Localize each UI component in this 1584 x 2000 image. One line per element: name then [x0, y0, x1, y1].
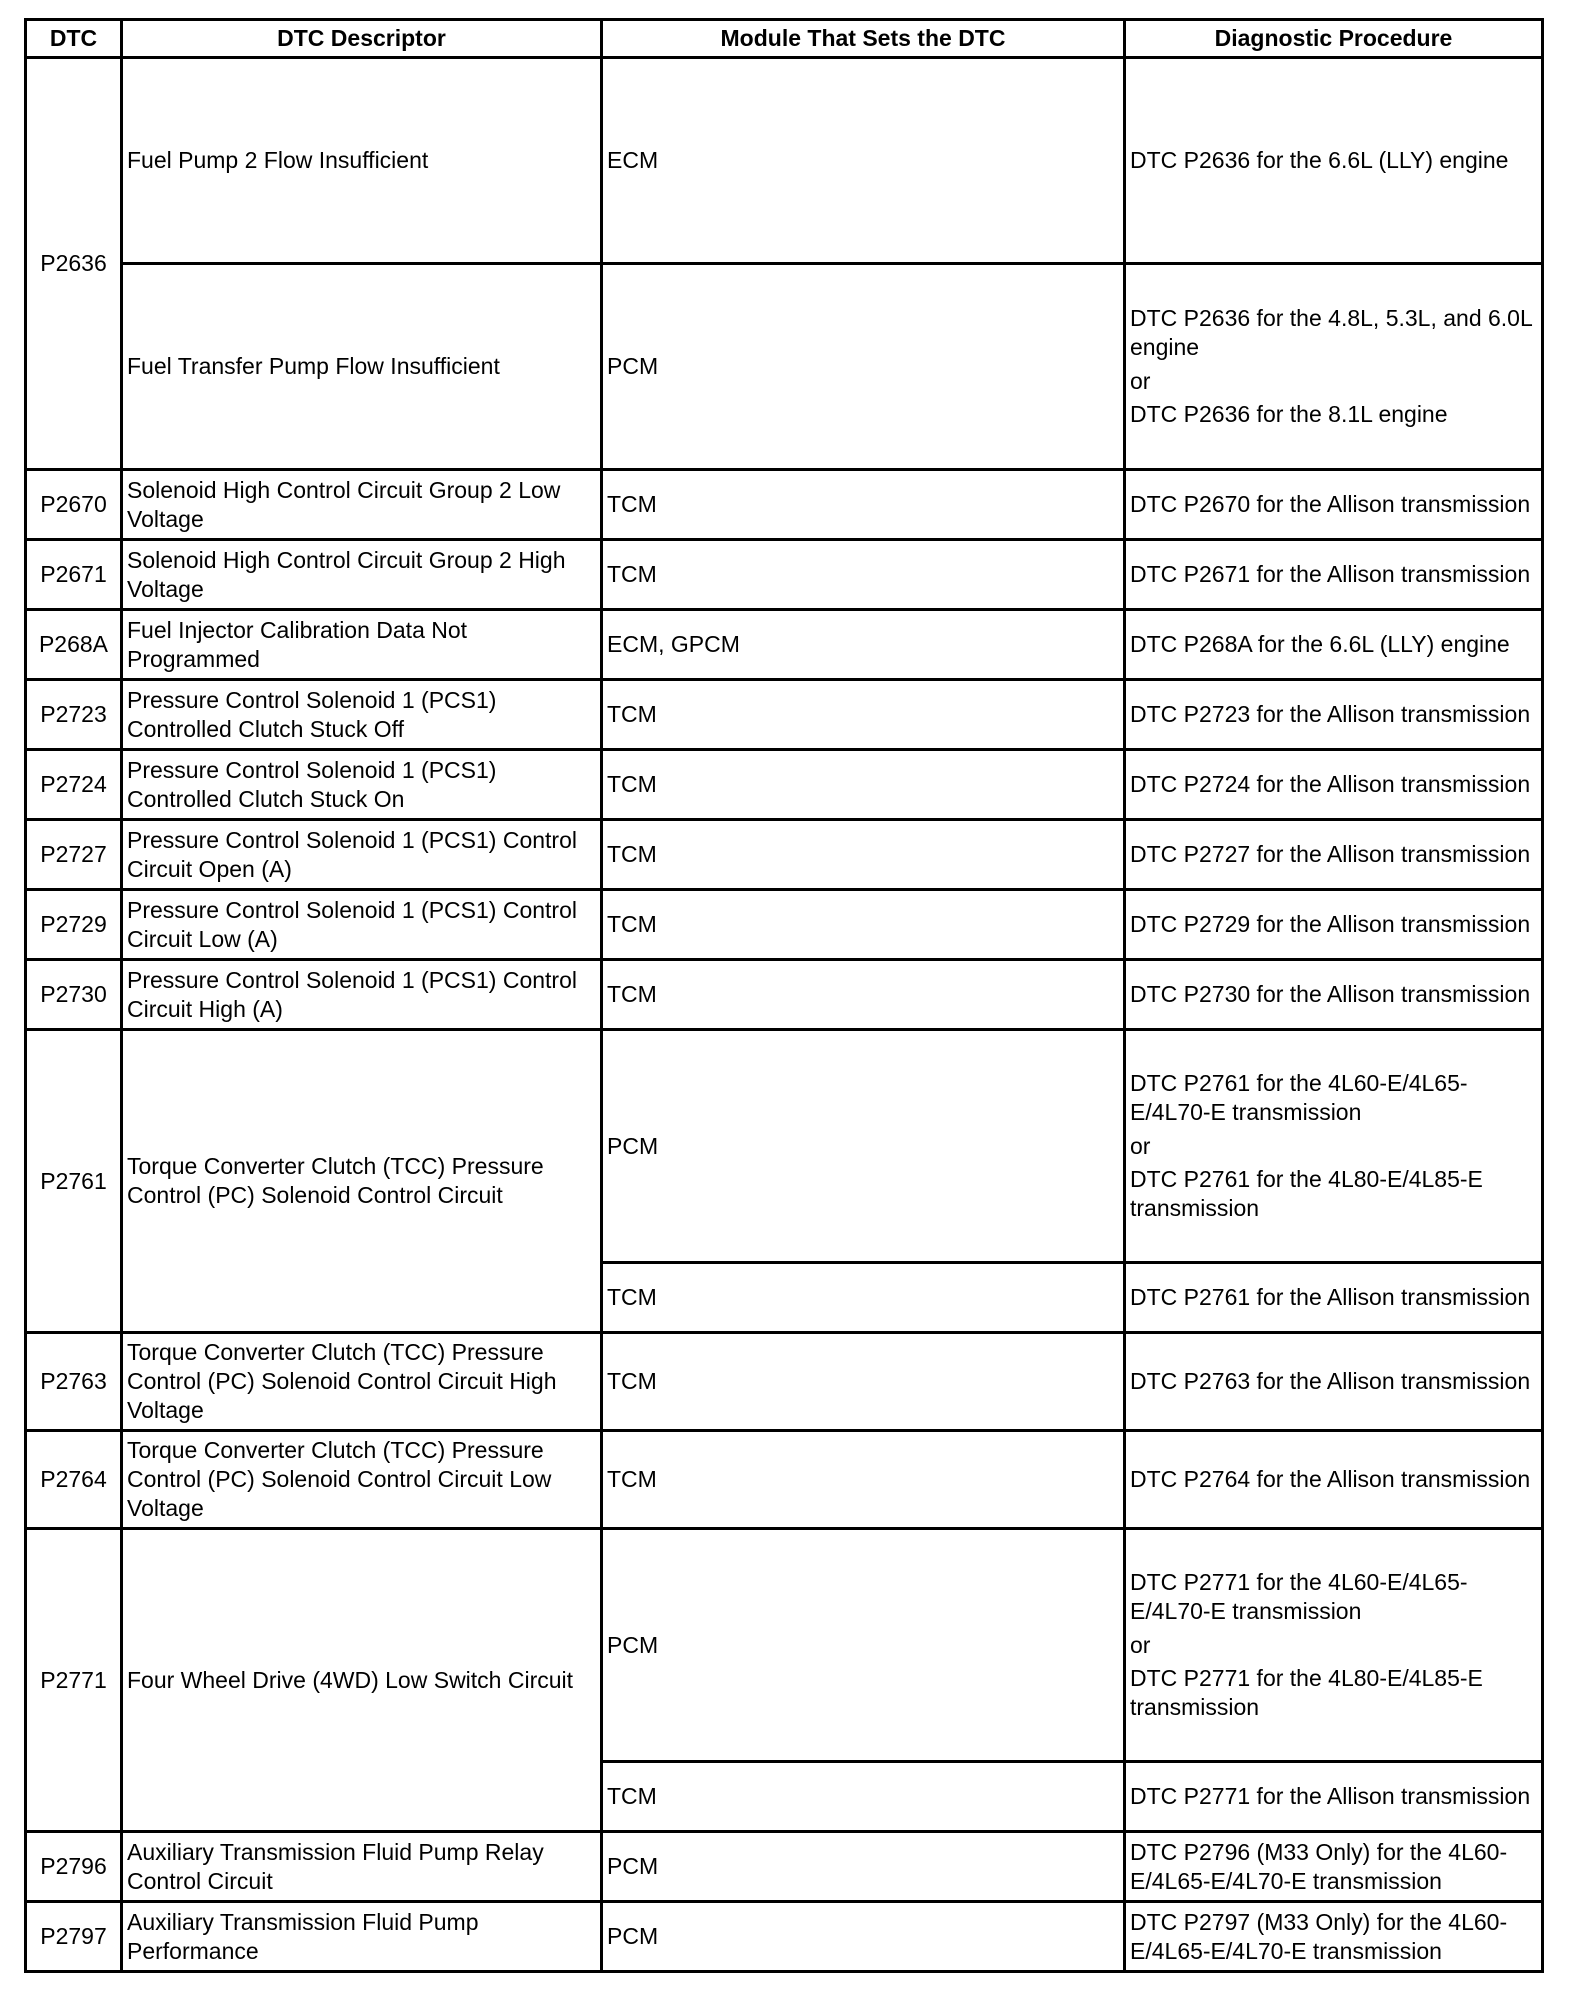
table-row	[26, 58, 1543, 264]
setting-module: TCM	[602, 750, 1125, 820]
dtc-code: P2670	[26, 470, 122, 540]
procedure-option: DTC P2636 for the 4.8L, 5.3L, and 6.0L engine	[1130, 305, 1532, 360]
dtc-descriptor: Four Wheel Drive (4WD) Low Switch Circuit	[122, 1529, 602, 1832]
dtc-descriptor: Torque Converter Clutch (TCC) Pressure Control (PC) Solenoid Control Circuit Low Voltage	[122, 1431, 602, 1529]
diagnostic-procedure: DTC P2771 for the Allison transmission	[1125, 1762, 1543, 1832]
dtc-code: P2763	[26, 1333, 122, 1431]
header-row	[26, 20, 1543, 58]
header-module: Module That Sets the DTC	[602, 20, 1125, 58]
diagnostic-procedure: DTC P2797 (M33 Only) for the 4L60-E/4L65-E/4L70-E transmission	[1125, 1902, 1543, 1972]
procedure-or: or	[1130, 1632, 1151, 1658]
dtc-descriptor: Fuel Transfer Pump Flow Insufficient	[122, 264, 602, 470]
diagnostic-procedure	[1125, 1529, 1543, 1762]
setting-module: TCM	[602, 820, 1125, 890]
procedure-option: DTC P2761 for the 4L80-E/4L85-E transmission	[1130, 1166, 1483, 1221]
dtc-code: P2730	[26, 960, 122, 1030]
dtc-code: P2729	[26, 890, 122, 960]
dtc-code: P2771	[26, 1529, 122, 1832]
setting-module: TCM	[602, 1762, 1125, 1832]
setting-module: PCM	[602, 1529, 1125, 1762]
diagnostic-procedure: DTC P2724 for the Allison transmission	[1125, 750, 1543, 820]
dtc-code: P2727	[26, 820, 122, 890]
diagnostic-procedure: DTC P2796 (M33 Only) for the 4L60-E/4L65-E/4L70-E transmission	[1125, 1832, 1543, 1902]
diagnostic-procedure: DTC P2671 for the Allison transmission	[1125, 540, 1543, 610]
table-row	[26, 750, 1543, 820]
procedure-or: or	[1130, 368, 1151, 394]
table-row	[26, 1832, 1543, 1902]
setting-module: TCM	[602, 1263, 1125, 1333]
diagnostic-procedure: DTC P2730 for the Allison transmission	[1125, 960, 1543, 1030]
diagnostic-procedure: DTC P2723 for the Allison transmission	[1125, 680, 1543, 750]
setting-module: TCM	[602, 680, 1125, 750]
dtc-code: P2764	[26, 1431, 122, 1529]
diagnostic-procedure: DTC P2729 for the Allison transmission	[1125, 890, 1543, 960]
dtc-descriptor: Pressure Control Solenoid 1 (PCS1) Control Circuit Open (A)	[122, 820, 602, 890]
setting-module: TCM	[602, 540, 1125, 610]
table-row	[26, 1431, 1543, 1529]
dtc-code: P2797	[26, 1902, 122, 1972]
procedure-option: DTC P2771 for the 4L80-E/4L85-E transmission	[1130, 1665, 1483, 1720]
diagnostic-procedure	[1125, 264, 1543, 470]
setting-module: TCM	[602, 470, 1125, 540]
table-row	[26, 890, 1543, 960]
setting-module: TCM	[602, 1431, 1125, 1529]
diagnostic-procedure: DTC P2636 for the 6.6L (LLY) engine	[1125, 58, 1543, 264]
diagnostic-procedure: DTC P2727 for the Allison transmission	[1125, 820, 1543, 890]
header-descriptor: DTC Descriptor	[122, 20, 602, 58]
dtc-descriptor: Auxiliary Transmission Fluid Pump Performance	[122, 1902, 602, 1972]
table-row	[26, 680, 1543, 750]
table-row	[26, 264, 1543, 470]
procedure-option: DTC P2771 for the 4L60-E/4L65-E/4L70-E transmission	[1130, 1569, 1468, 1624]
dtc-code: P2723	[26, 680, 122, 750]
dtc-descriptor: Solenoid High Control Circuit Group 2 Low Voltage	[122, 470, 602, 540]
setting-module: PCM	[602, 1902, 1125, 1972]
dtc-descriptor: Pressure Control Solenoid 1 (PCS1) Controlled Clutch Stuck Off	[122, 680, 602, 750]
table-row	[26, 610, 1543, 680]
setting-module: TCM	[602, 960, 1125, 1030]
dtc-descriptor: Auxiliary Transmission Fluid Pump Relay Control Circuit	[122, 1832, 602, 1902]
dtc-descriptor: Pressure Control Solenoid 1 (PCS1) Control Circuit Low (A)	[122, 890, 602, 960]
setting-module: ECM	[602, 58, 1125, 264]
setting-module: PCM	[602, 264, 1125, 470]
dtc-descriptor: Pressure Control Solenoid 1 (PCS1) Control Circuit High (A)	[122, 960, 602, 1030]
dtc-descriptor: Fuel Injector Calibration Data Not Programmed	[122, 610, 602, 680]
procedure-option: DTC P2636 for the 8.1L engine	[1130, 401, 1448, 427]
table-row	[26, 1030, 1543, 1263]
table-row	[26, 1333, 1543, 1431]
dtc-descriptor: Torque Converter Clutch (TCC) Pressure Control (PC) Solenoid Control Circuit High Voltage	[122, 1333, 602, 1431]
setting-module: ECM, GPCM	[602, 610, 1125, 680]
table-row	[26, 1902, 1543, 1972]
header-dtc: DTC	[26, 20, 122, 58]
setting-module: TCM	[602, 1333, 1125, 1431]
diagnostic-procedure: DTC P2764 for the Allison transmission	[1125, 1431, 1543, 1529]
table-row	[26, 470, 1543, 540]
table-row	[26, 960, 1543, 1030]
diagnostic-procedure: DTC P268A for the 6.6L (LLY) engine	[1125, 610, 1543, 680]
dtc-code: P2761	[26, 1030, 122, 1333]
table-row	[26, 1529, 1543, 1762]
header-procedure: Diagnostic Procedure	[1125, 20, 1543, 58]
dtc-descriptor: Pressure Control Solenoid 1 (PCS1) Controlled Clutch Stuck On	[122, 750, 602, 820]
dtc-descriptor: Torque Converter Clutch (TCC) Pressure Control (PC) Solenoid Control Circuit	[122, 1030, 602, 1333]
table-row	[26, 820, 1543, 890]
setting-module: PCM	[602, 1832, 1125, 1902]
dtc-descriptor: Fuel Pump 2 Flow Insufficient	[122, 58, 602, 264]
dtc-code: P2671	[26, 540, 122, 610]
dtc-code: P2724	[26, 750, 122, 820]
diagnostic-procedure: DTC P2763 for the Allison transmission	[1125, 1333, 1543, 1431]
dtc-code: P268A	[26, 610, 122, 680]
procedure-or: or	[1130, 1133, 1151, 1159]
diagnostic-procedure: DTC P2670 for the Allison transmission	[1125, 470, 1543, 540]
dtc-descriptor: Solenoid High Control Circuit Group 2 High Voltage	[122, 540, 602, 610]
dtc-code: P2796	[26, 1832, 122, 1902]
dtc-table	[24, 18, 1544, 1973]
dtc-code: P2636	[26, 58, 122, 470]
diagnostic-procedure: DTC P2761 for the Allison transmission	[1125, 1263, 1543, 1333]
setting-module: PCM	[602, 1030, 1125, 1263]
procedure-option: DTC P2761 for the 4L60-E/4L65-E/4L70-E transmission	[1130, 1070, 1468, 1125]
diagnostic-procedure	[1125, 1030, 1543, 1263]
setting-module: TCM	[602, 890, 1125, 960]
table-row	[26, 540, 1543, 610]
